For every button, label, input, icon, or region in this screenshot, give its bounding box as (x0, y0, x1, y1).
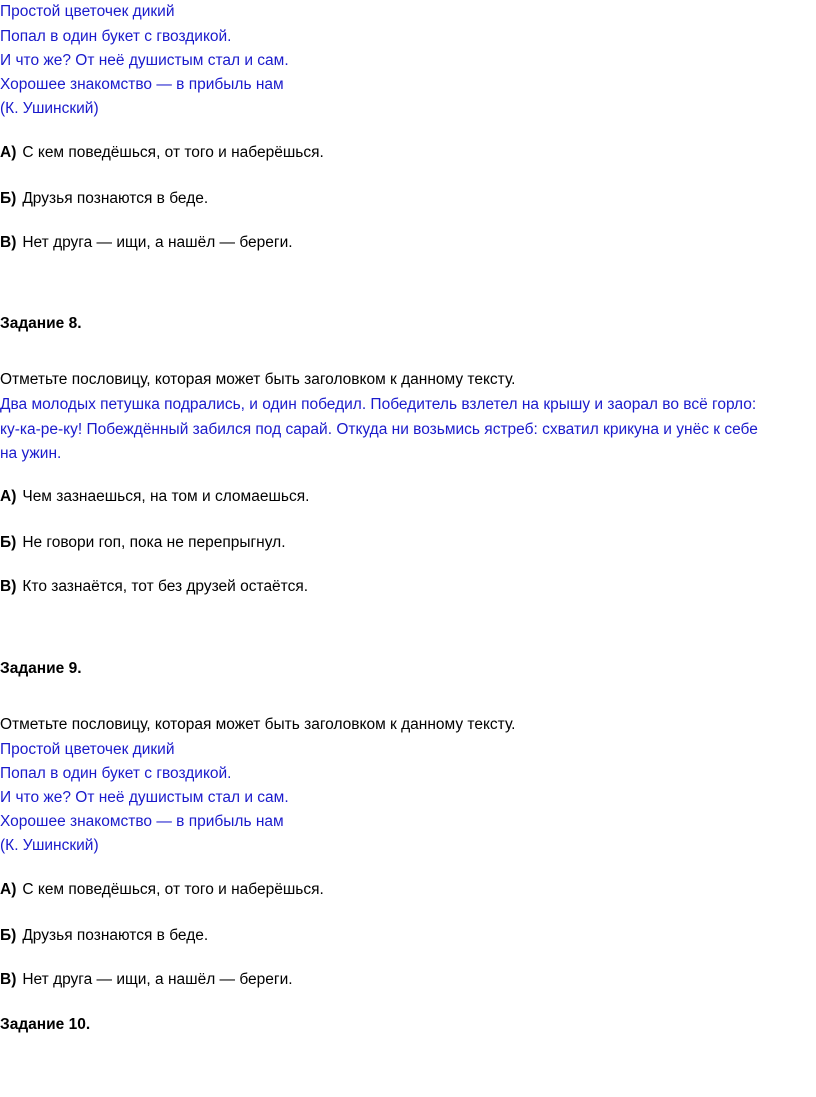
option-c (0, 233, 293, 253)
option-b (0, 926, 208, 946)
task-text-line: Два молодых петушка подрались, и один победил. Победитель взлетел на крышу и заорал во всё горло: (0, 396, 757, 413)
option-letter: А) (0, 488, 17, 505)
poem-line: И что же? От неё душистым стал и сам. (0, 52, 289, 69)
option-letter: Б) (0, 190, 17, 207)
option-letter: Б) (0, 927, 17, 944)
option-text: Нет друга — ищи, а нашёл — береги. (22, 234, 293, 251)
poem-line: И что же? От неё душистым стал и сам. (0, 789, 289, 806)
option-letter: А) (0, 144, 17, 161)
task-heading: Задание 10. (0, 1016, 91, 1033)
option-c (0, 577, 308, 597)
option-text: Кто зазнаётся, тот без друзей остаётся. (22, 578, 309, 595)
task-text-line: на ужин. (0, 445, 62, 462)
option-letter: В) (0, 578, 17, 595)
poem-line: Хорошее знакомство — в прибыль нам (0, 76, 284, 93)
option-text: Чем зазнаешься, на том и сломаешься. (22, 488, 310, 505)
poem-line: Простой цветочек дикий (0, 3, 175, 20)
poem-line: Хорошее знакомство — в прибыль нам (0, 813, 284, 830)
task-instruction: Отметьте пословицу, которая может быть заголовком к данному тексту. (0, 716, 516, 733)
option-text: Друзья познаются в беде. (22, 190, 209, 207)
option-a (0, 880, 324, 900)
option-letter: В) (0, 971, 17, 988)
poem-line: Попал в один букет с гвоздикой. (0, 765, 232, 782)
poem-line: Попал в один букет с гвоздикой. (0, 28, 232, 45)
option-c (0, 970, 293, 990)
option-text: Нет друга — ищи, а нашёл — береги. (22, 971, 293, 988)
option-text: С кем поведёшься, от того и наберёшься. (22, 144, 324, 161)
task-instruction: Отметьте пословицу, которая может быть заголовком к данному тексту. (0, 371, 516, 388)
option-a (0, 487, 309, 507)
poem-author: (К. Ушинский) (0, 100, 99, 117)
task-heading: Задание 9. (0, 660, 82, 677)
option-b (0, 189, 208, 209)
option-b (0, 533, 286, 553)
option-text: Не говори гоп, пока не перепрыгнул. (22, 534, 286, 551)
option-text: Друзья познаются в беде. (22, 927, 209, 944)
option-letter: А) (0, 881, 17, 898)
task-text-line: ку-ка-ре-ку! Побеждённый забился под сарай. Откуда ни возьмись ястреб: схватил крикуна и унёс к себе (0, 421, 758, 438)
option-a (0, 143, 324, 163)
poem-author: (К. Ушинский) (0, 837, 99, 854)
task-heading: Задание 8. (0, 315, 82, 332)
option-text: С кем поведёшься, от того и наберёшься. (22, 881, 324, 898)
option-letter: В) (0, 234, 17, 251)
option-letter: Б) (0, 534, 17, 551)
poem-line: Простой цветочек дикий (0, 741, 175, 758)
